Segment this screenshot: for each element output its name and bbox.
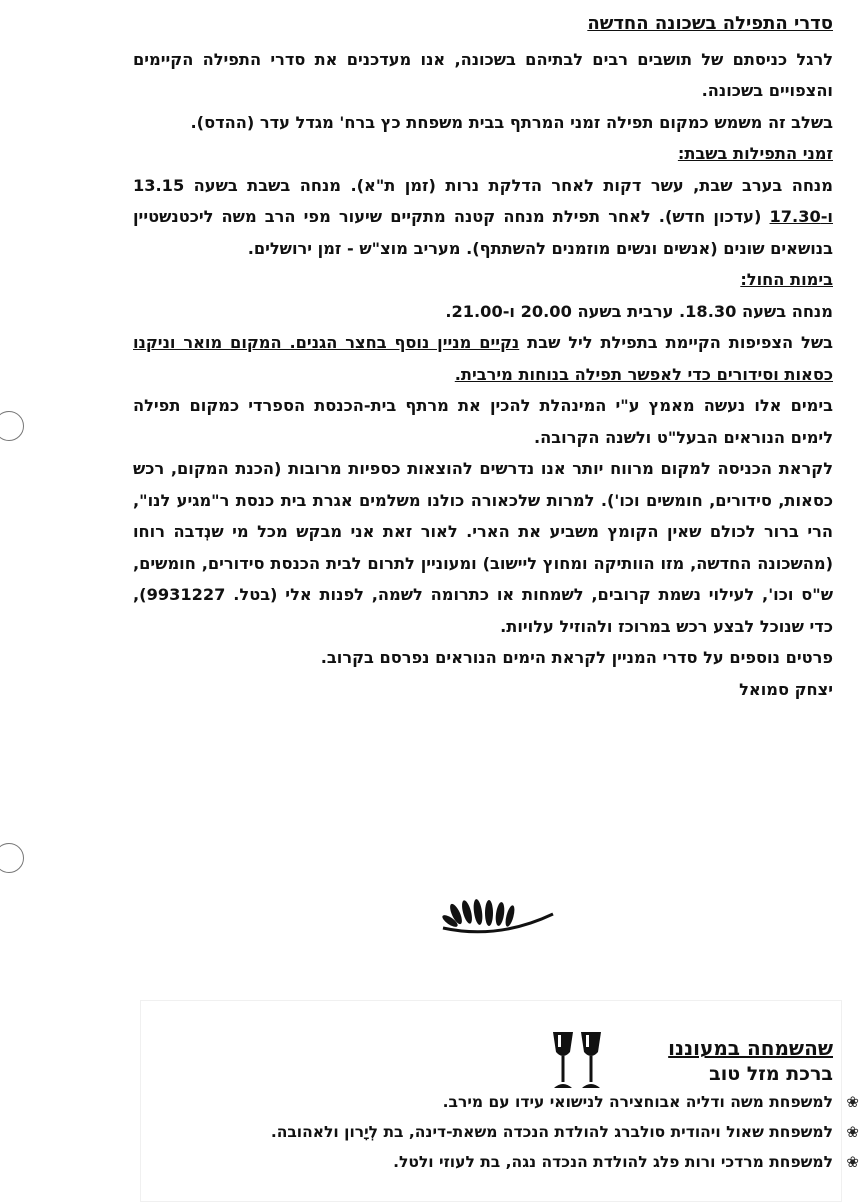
article-title: סדרי התפילה בשכונה החדשה [587, 13, 833, 34]
flower-bullet-icon: ❀ [846, 1153, 859, 1171]
weekday-heading: בימות החול: [740, 270, 833, 289]
friday-minyan [133, 327, 833, 390]
shabbat-times-underlined: ו-17.30 [769, 207, 833, 226]
list-item [73, 1117, 859, 1147]
article [133, 8, 833, 705]
friday-minyan-underlined: נקיים מניין נוסף בחצר הגנים. המקום מואר וניקנו כסאות וסידורים כדי לאפשר תפילה בנוחות מירבית. [133, 333, 833, 384]
kiddush-cups-icon [549, 1030, 605, 1092]
simcha-section [73, 1033, 859, 1177]
flower-bullet-icon: ❀ [846, 1123, 859, 1141]
list-item-text: למשפחת מרדכי ורות פלג להולדת הנכדה נגה, בת לעוזי ולטל. [393, 1153, 833, 1171]
sephardi-paragraph: בימים אלו נעשה מאמץ ע"י המינהלת להכין את מרתף בית-הכנסת הספרדי כמקום תפילה לימים הנוראים הבעל"ט ולשנה הקרובה. [133, 396, 833, 447]
simcha-title: שהשמחה במעוננו [668, 1036, 833, 1060]
shabbat-heading: זמני התפילות בשבת: [677, 144, 833, 163]
list-item [73, 1147, 859, 1177]
shabbat-times-part2: (עדכון חדש). לאחר תפילת מנחה קטנה מתקיים שיעור מפי הרב משה ליכטנשטיין בנושאים שונים (אנשים ונשים מוזמנים להשתתף). מעריב מוצ"ש - זמן ירושלים. [133, 207, 833, 258]
binder-hole-bottom [0, 843, 24, 873]
friday-minyan-text: בשל הצפיפות הקיימת בתפילת ליל שבת [519, 333, 833, 352]
olive-branch-icon [438, 888, 558, 943]
article-location: בשלב זה משמש כמקום תפילה זמני המרתף בבית משפחת כץ ברח' מגדל עדר (ההדס). [190, 112, 833, 132]
shabbat-times [133, 170, 833, 265]
more-details: פרטים נוספים על סדרי המניין לקראת הימים הנוראים נפרסם בקרוב. [320, 648, 833, 667]
article-intro: לרגל כניסתם של תושבים רבים לבתיהם בשכונה, אנו מעדכנים את סדרי התפילה הקיימים והצפויים בשכונה. [133, 49, 833, 100]
list-item [73, 1087, 859, 1117]
donation-paragraph: לקראת הכניסה למקום מרווח יותר אנו נדרשים להוצאות כספיות מרובות (הכנת המקום, רכש כסאות, סידורים, חומשים וכו'). למרות שלכאורה כולנו משלמים אגרת בית כנסת ר"מגיע לנו", הרי ברור לכולם שאין הקומץ משביע את הארי. לאור זאת אני מבקש מכל מי שנְדבה רוחו (מהשכונה החדשה, מזו הוותיקה ומחוץ ליישוב) ומעוניין לתרום לבית הכנסת סידורים, חומשים, ש"ס וכו', לעילוי נשמת קרובים, לשמחות או כתרומה לשמה, לפנות אלי (בטל. 9931227), כדי שנוכל לבצע רכש במרוכז ולהוזיל עלויות. [133, 459, 833, 636]
list-item-text: למשפחת משה ודליה אבוחצירה לנישואי עידו עם מירב. [442, 1093, 833, 1111]
shabbat-times-part1: מנחה בערב שבת, עשר דקות לאחר הדלקת נרות (זמן ת"א). מנחה בשבת בשעה 13.15 [133, 175, 833, 195]
list-item-text: למשפחת שאול ויהודית סולברג להולדת הנכדה משאת-דינה, בת לְיָרון ולאהובה. [270, 1123, 833, 1141]
signature: יצחק סמואל [739, 679, 833, 699]
weekday-times: מנחה בשעה 18.30. ערבית בשעה 20.00 ו-21.00. [445, 301, 833, 321]
flower-bullet-icon: ❀ [846, 1093, 859, 1111]
mazal-tov-list [73, 1087, 859, 1177]
binder-hole-top [0, 411, 24, 441]
simcha-subtitle: ברכת מזל טוב [709, 1063, 833, 1085]
